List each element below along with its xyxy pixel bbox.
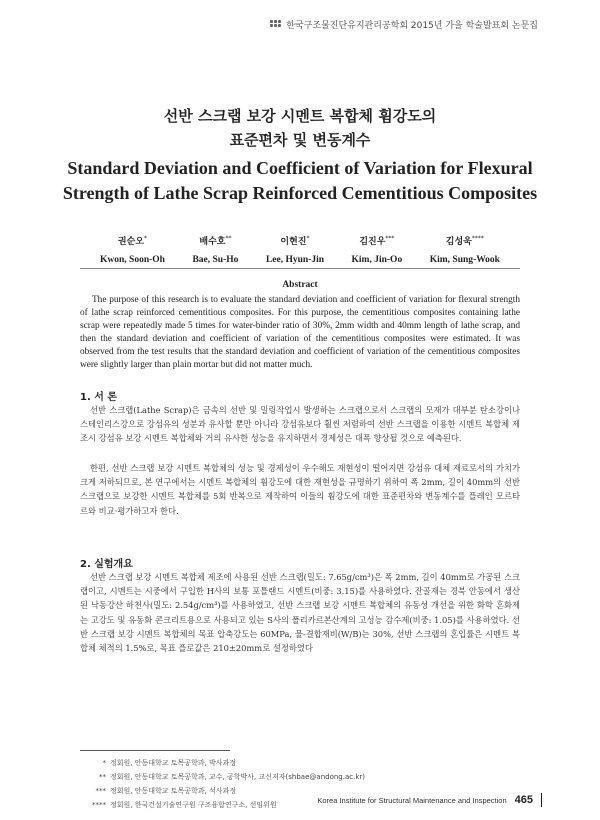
korean-title — [0, 104, 600, 152]
author-mark: * — [306, 235, 310, 242]
section-heading: 2. 실험개요 — [80, 559, 133, 570]
author-name-en: Kim, Jin-Oo — [351, 255, 403, 265]
running-header — [270, 18, 538, 31]
paragraph: 한편, 선반 스크랩 보강 시멘트 복합체의 성능 및 경제성이 우수해도 재현성이 떨어지면 강섬유 대체 재료로서의 가치가 크게 저하되므로, 본 연구에서는 시멘트 복합체의 휨강도에 대한 재현성을 규명하기 위하여 폭 2mm, 길이 40mm의 선반 스크랩으로 보강한 시멘트 복합체를 5회 반복으로 제작하여 이들의 휨강도에 대한 표준편차와 변동계수를 플레인 모르타르와 비교·평가하고자 한다. — [80, 463, 520, 516]
english-title-line: Standard Deviation and Coefficient of Variation for Flexural — [67, 158, 533, 178]
author-name-en: Bae, Su-Ho — [192, 255, 239, 265]
author-name-ko: 김진우 — [359, 237, 386, 247]
korean-title-line: 표준편차 및 변동계수 — [229, 131, 371, 149]
paragraph: 선반 스크랩 보강 시멘트 복합체 제조에 사용된 선반 스크랩(밀도: 7.65g/cm³)은 폭 2mm, 길이 40mm로 가공된 스크랩이고, 시멘트는 시중에서 구입한 H사의 보통 포틀랜드 시멘트(비중: 3.15)를 사용하였다. 잔골재는 경북 안동에서 생산된 낙동강산 하천사(밀도: 2.54g/cm³)를 사용하였고, 선반 스크랩 보강 시멘트 복합체의 유동성 개선을 위한 화학 혼화제는 고강도 및 유동화 콘크리트용으로 사용되고 있는 S사의 폴리카르본산계의 고성능 감수제(비중: 1.05)를 사용하였다. 선반 스크랩 보강 시멘트 복합체의 목표 압축강도는 60MPa, 물-결합재비(W/B)는 30%, 선반 스크랩의 혼입률은 시멘트 복합체 체적의 1.5%로, 목표 플로값은 210±20mm로 설정하였다 — [80, 572, 520, 654]
page-number: 465 — [514, 794, 533, 806]
author-mark: *** — [385, 235, 395, 242]
author-name-ko: 김성욱 — [445, 237, 472, 247]
abstract-title: Abstract — [282, 280, 318, 290]
footnote: * 정회원, 안동대학교 토목공학과, 박사과정 — [102, 759, 237, 767]
footnote: ** 정회원, 안동대학교 토목공학과, 교수, 공학박사, 교신저자(shbae@andong.ac.kr) — [99, 773, 365, 781]
footer-bar — [541, 793, 542, 807]
author-name-en: Kwon, Soon-Oh — [100, 255, 165, 265]
author — [352, 232, 403, 267]
author — [430, 232, 500, 267]
header-text: 한국구조물진단유지관리공학회 2015년 가을 학술발표회 논문집 — [286, 21, 538, 31]
divider — [80, 268, 520, 269]
author — [266, 232, 324, 267]
author-name-en: Lee, Hyun-Jin — [265, 255, 324, 265]
grid-dots-icon — [270, 20, 282, 30]
author-name-ko: 권순오 — [117, 237, 145, 247]
paragraph: 선반 스크랩(Lathe Scrap)은 금속의 선반 및 밀링작업시 발생하는 스크랩으로서 스크랩의 모재가 대부분 탄소강이나 스테인리스강으로 강섬유의 성분과 유사할 뿐만 아니라 강섬유보다 훨씬 저렴하여 선반 스크랩을 이용한 시멘트 복합체 제조시 강섬유 보강 시멘트 복합체와 거의 유사한 성능을 유지하면서 경제성은 대폭 향상될 것으로 예측된다. — [80, 405, 520, 444]
footnote-divider — [80, 750, 230, 751]
section-heading: 1. 서 론 — [80, 392, 118, 403]
footer-institute: Korea Institute for Structural Maintenance and Inspection — [317, 795, 507, 805]
author-mark: * — [144, 235, 148, 242]
author — [192, 232, 238, 267]
abstract-body: The purpose of this research is to evaluate the standard deviation and coefficient of variation for flexural strength of lathe scrap reinforced cementitious composites. For this purpose, the cementitious composites containing lathe scrap were repeatedly made 5 times for water-binder ratio of 30%, 2mm width and 40mm length of lathe scrap, and then the standard deviation and coefficient of variation of the cementitious composites were estimated. It was observed from the test results that the standard deviation and coefficient of variation of the cementitious composites were slightly larger than plain mortar but did not matter much. — [80, 295, 520, 370]
author-name-en: Kim, Sung-Wook — [429, 255, 500, 265]
author-mark: ** — [225, 235, 232, 242]
footnote: *** 정회원, 안동대학교 토목공학과, 석사과정 — [95, 787, 237, 795]
author — [100, 232, 165, 267]
author-mark: **** — [471, 235, 484, 242]
author-name-ko: 이현진 — [280, 237, 307, 247]
page-footer — [317, 793, 542, 807]
english-title — [0, 156, 600, 206]
author-list — [100, 232, 500, 267]
korean-title-line: 선반 스크랩 보강 시멘트 복합체 휨강도의 — [163, 107, 437, 125]
footnote: **** 정회원, 한국건설기술연구원 구조융합연구소, 선임위원 — [92, 801, 277, 809]
author-name-ko: 배수호 — [199, 237, 226, 247]
english-title-line: Strength of Lathe Scrap Reinforced Cementitious Composites — [62, 183, 538, 203]
